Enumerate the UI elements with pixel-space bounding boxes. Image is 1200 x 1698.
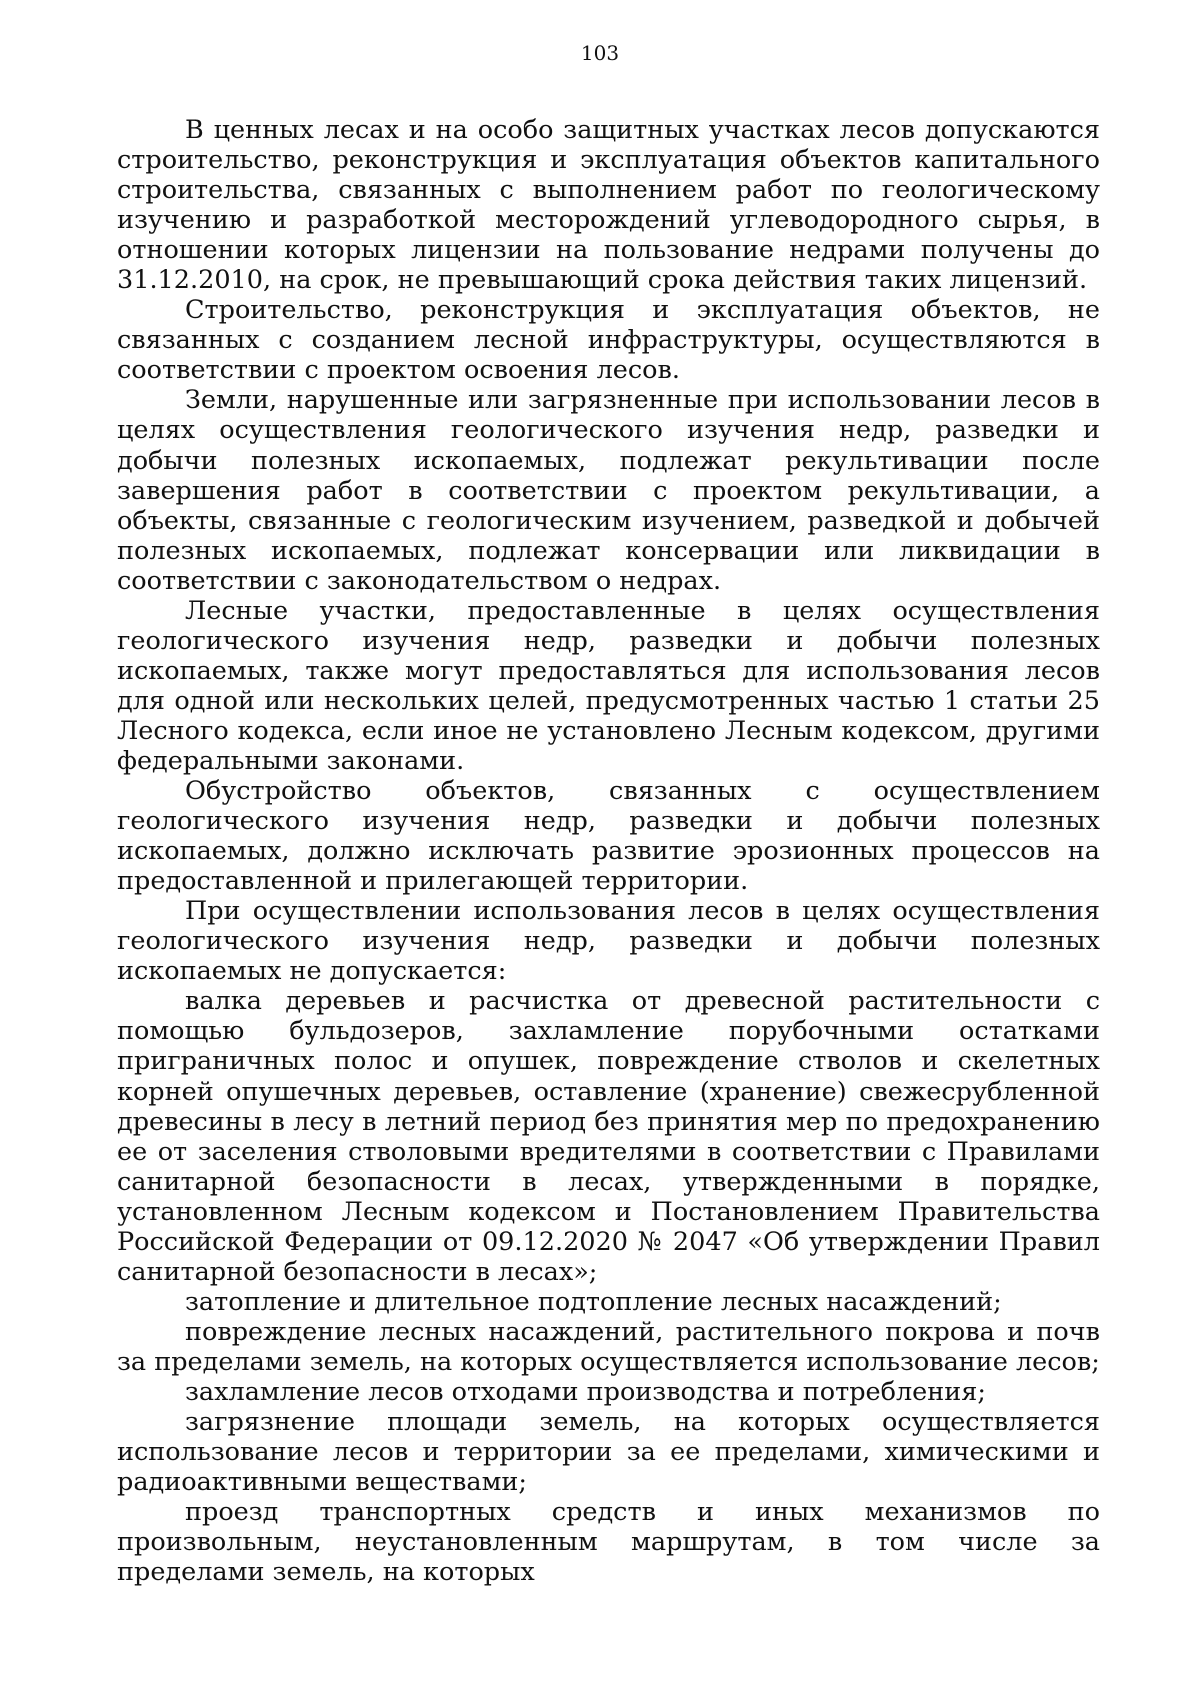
document-body [117,115,1100,1587]
list-item-flooding: затопление и длительное подтопление лесных насаждений; [185,1286,1002,1317]
paragraph-construction: Строительство, реконструкция и эксплуатация объектов, не связанных с созданием лесной инфраструктуры, осуществляются в соответствии с проектом освоения лесов. [117,295,1100,386]
paragraph-prohibitions-intro: При осуществлении использования лесов в целях осуществления геологического изучения недр, разведки и добычи полезных ископаемых не допускается: [117,896,1100,987]
list-item-vegetation-damage: повреждение лесных насаждений, растительного покрова и почв за пределами земель, на которых осуществляется использование лесов; [117,1316,1100,1377]
list-item-contamination: загрязнение площади земель, на которых осуществляется использование лесов и территории за ее пределами, химическими и радиоактивными веществами; [117,1407,1100,1498]
paragraph-land-reclamation: Земли, нарушенные или загрязненные при использовании лесов в целях осуществления геологического изучения недр, разведки и добычи полезных ископаемых, подлежат рекультивации после завершения работ в соответствии с проектом рекультивации, а объекты, связанные с геологическим изучением, разведкой и добычей полезных ископаемых, подлежат консервации или ликвидации в соответствии с законодательством о недрах. [117,385,1100,596]
list-item-waste: захламление лесов отходами производства и потребления; [185,1376,986,1407]
page-number: 103 [580,41,620,65]
paragraph-forest-plots: Лесные участки, предоставленные в целях осуществления геологического изучения недр, разведки и добычи полезных ископаемых, также могут предоставляться для использования лесов для одной или нескольких целей, предусмотренных частью 1 статьи 25 Лесного кодекса, если иное не установлено Лесным кодексом, другими федеральными законами. [117,595,1100,776]
list-item-vehicle-travel: проезд транспортных средств и иных механизмов по произвольным, неустановленным маршрутам, в том числе за пределами земель, на которых [117,1497,1100,1588]
paragraph-erosion: Обустройство объектов, связанных с осуществлением геологического изучения недр, разведки и добычи полезных ископаемых, должно исключать развитие эрозионных процессов на предоставленной и прилегающей территории. [117,776,1100,897]
list-item-tree-felling: валка деревьев и расчистка от древесной растительности с помощью бульдозеров, захламление порубочными остатками приграничных полос и опушек, повреждение стволов и скелетных корней опушечных деревьев, оставление (хранение) свежесрубленной древесины в лесу в летний период без принятия мер по предохранению ее от заселения стволовыми вредителями в соответствии с Правилами санитарной безопасности в лесах, утвержденными в порядке, установленном Лесным кодексом и Постановлением Правительства Российской Федерации от 09.12.2020 № 2047 «Об утверждении Правил санитарной безопасности в лесах»; [117,986,1100,1287]
paragraph-protective-forests: В ценных лесах и на особо защитных участках лесов допускаются строительство, реконструкция и эксплуатация объектов капитального строительства, связанных с выполнением работ по геологическому изучению и разработкой месторождений углеводородного сырья, в отношении которых лицензии на пользование недрами получены до 31.12.2010, на срок, не превышающий срока действия таких лицензий. [117,115,1100,296]
